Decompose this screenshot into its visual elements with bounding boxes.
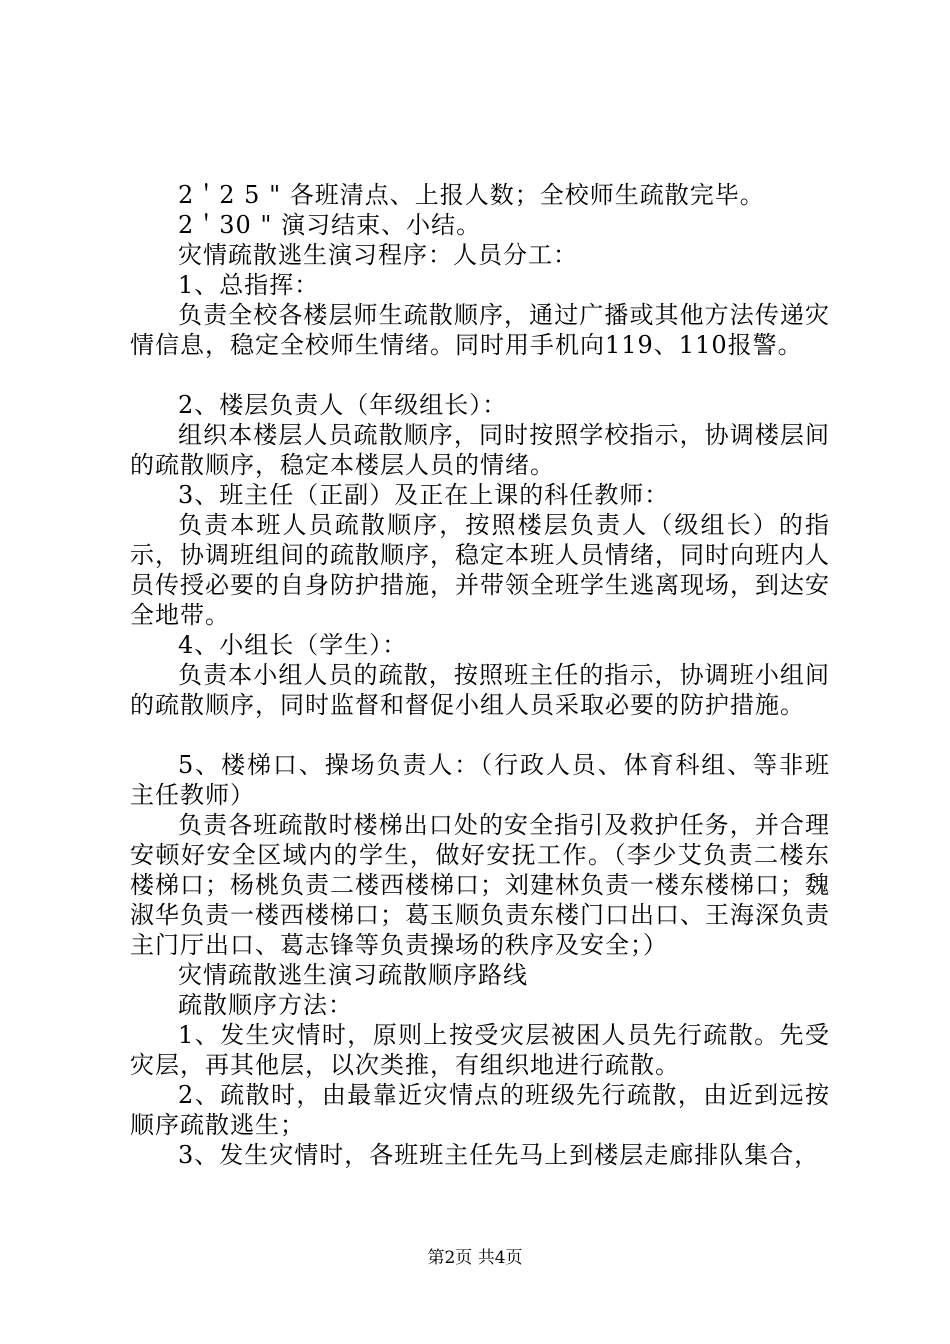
- paragraph: 灾情疏散逃生演习疏散顺序路线: [178, 961, 528, 989]
- page-footer: [0, 1243, 950, 1268]
- paragraph: 1、发生灾情时，原则上按受灾层被困人员先行疏散。先受灾层，再其他层，以次类推，有组织地进行疏散。: [130, 1021, 830, 1079]
- paragraph: 负责本班人员疏散顺序，按照楼层负责人（级组长）的指示，协调班组间的疏散顺序，稳定本班人员情绪，同时向班内人员传授必要的自身防护措施，并带领全班学生逃离现场，到达安全地带。: [130, 511, 830, 629]
- paragraph: 灾情疏散逃生演习程序：人员分工：: [178, 241, 578, 269]
- paragraph: 负责本小组人员的疏散，按照班主任的指示，协调班小组间的疏散顺序，同时监督和督促小组人员采取必要的防护措施。: [130, 661, 830, 719]
- document-body: [130, 180, 830, 1170]
- paragraph: 5、楼梯口、操场负责人：（行政人员、体育科组、等非班主任教师）: [130, 751, 830, 809]
- paragraph: 2、楼层负责人（年级组长）：: [178, 391, 508, 419]
- page-number-label: 第2页 共4页: [427, 1248, 523, 1268]
- paragraph: 3、发生灾情时，各班班主任先马上到楼层走廊排队集合，: [178, 1141, 820, 1169]
- paragraph: 3、班主任（正副）及正在上课的科任教师：: [178, 481, 670, 509]
- paragraph: 负责全校各楼层师生疏散顺序，通过广播或其他方法传递灾情信息，稳定全校师生情绪。同时用手机向119、110报警。: [130, 301, 830, 359]
- paragraph: 2、疏散时，由最靠近灾情点的班级先行疏散，由近到远按顺序疏散逃生；: [130, 1081, 830, 1139]
- paragraph: 疏散顺序方法：: [178, 991, 353, 1019]
- paragraph: 2＇30 " 演习结束、小结。: [178, 211, 482, 239]
- paragraph: 组织本楼层人员疏散顺序，同时按照学校指示，协调楼层间的疏散顺序，稳定本楼层人员的情绪。: [130, 421, 830, 479]
- paragraph: 1、总指挥：: [178, 271, 320, 299]
- paragraph: 4、小组长（学生）：: [178, 631, 408, 659]
- paragraph: 负责各班疏散时楼梯出口处的安全指引及救护任务，并合理安顿好安全区域内的学生，做好安抚工作。（李少艾负责二楼东楼梯口；杨桃负责二楼西楼梯口；刘建林负责一楼东楼梯口；魏淑华负责一楼西楼梯口；葛玉顺负责东楼门口出口、王海深负责主门厅出口、葛志锋等负责操场的秩序及安全；）: [130, 811, 830, 959]
- paragraph: 2＇2 5 " 各班清点、上报人数；全校师生疏散完毕。: [178, 181, 765, 209]
